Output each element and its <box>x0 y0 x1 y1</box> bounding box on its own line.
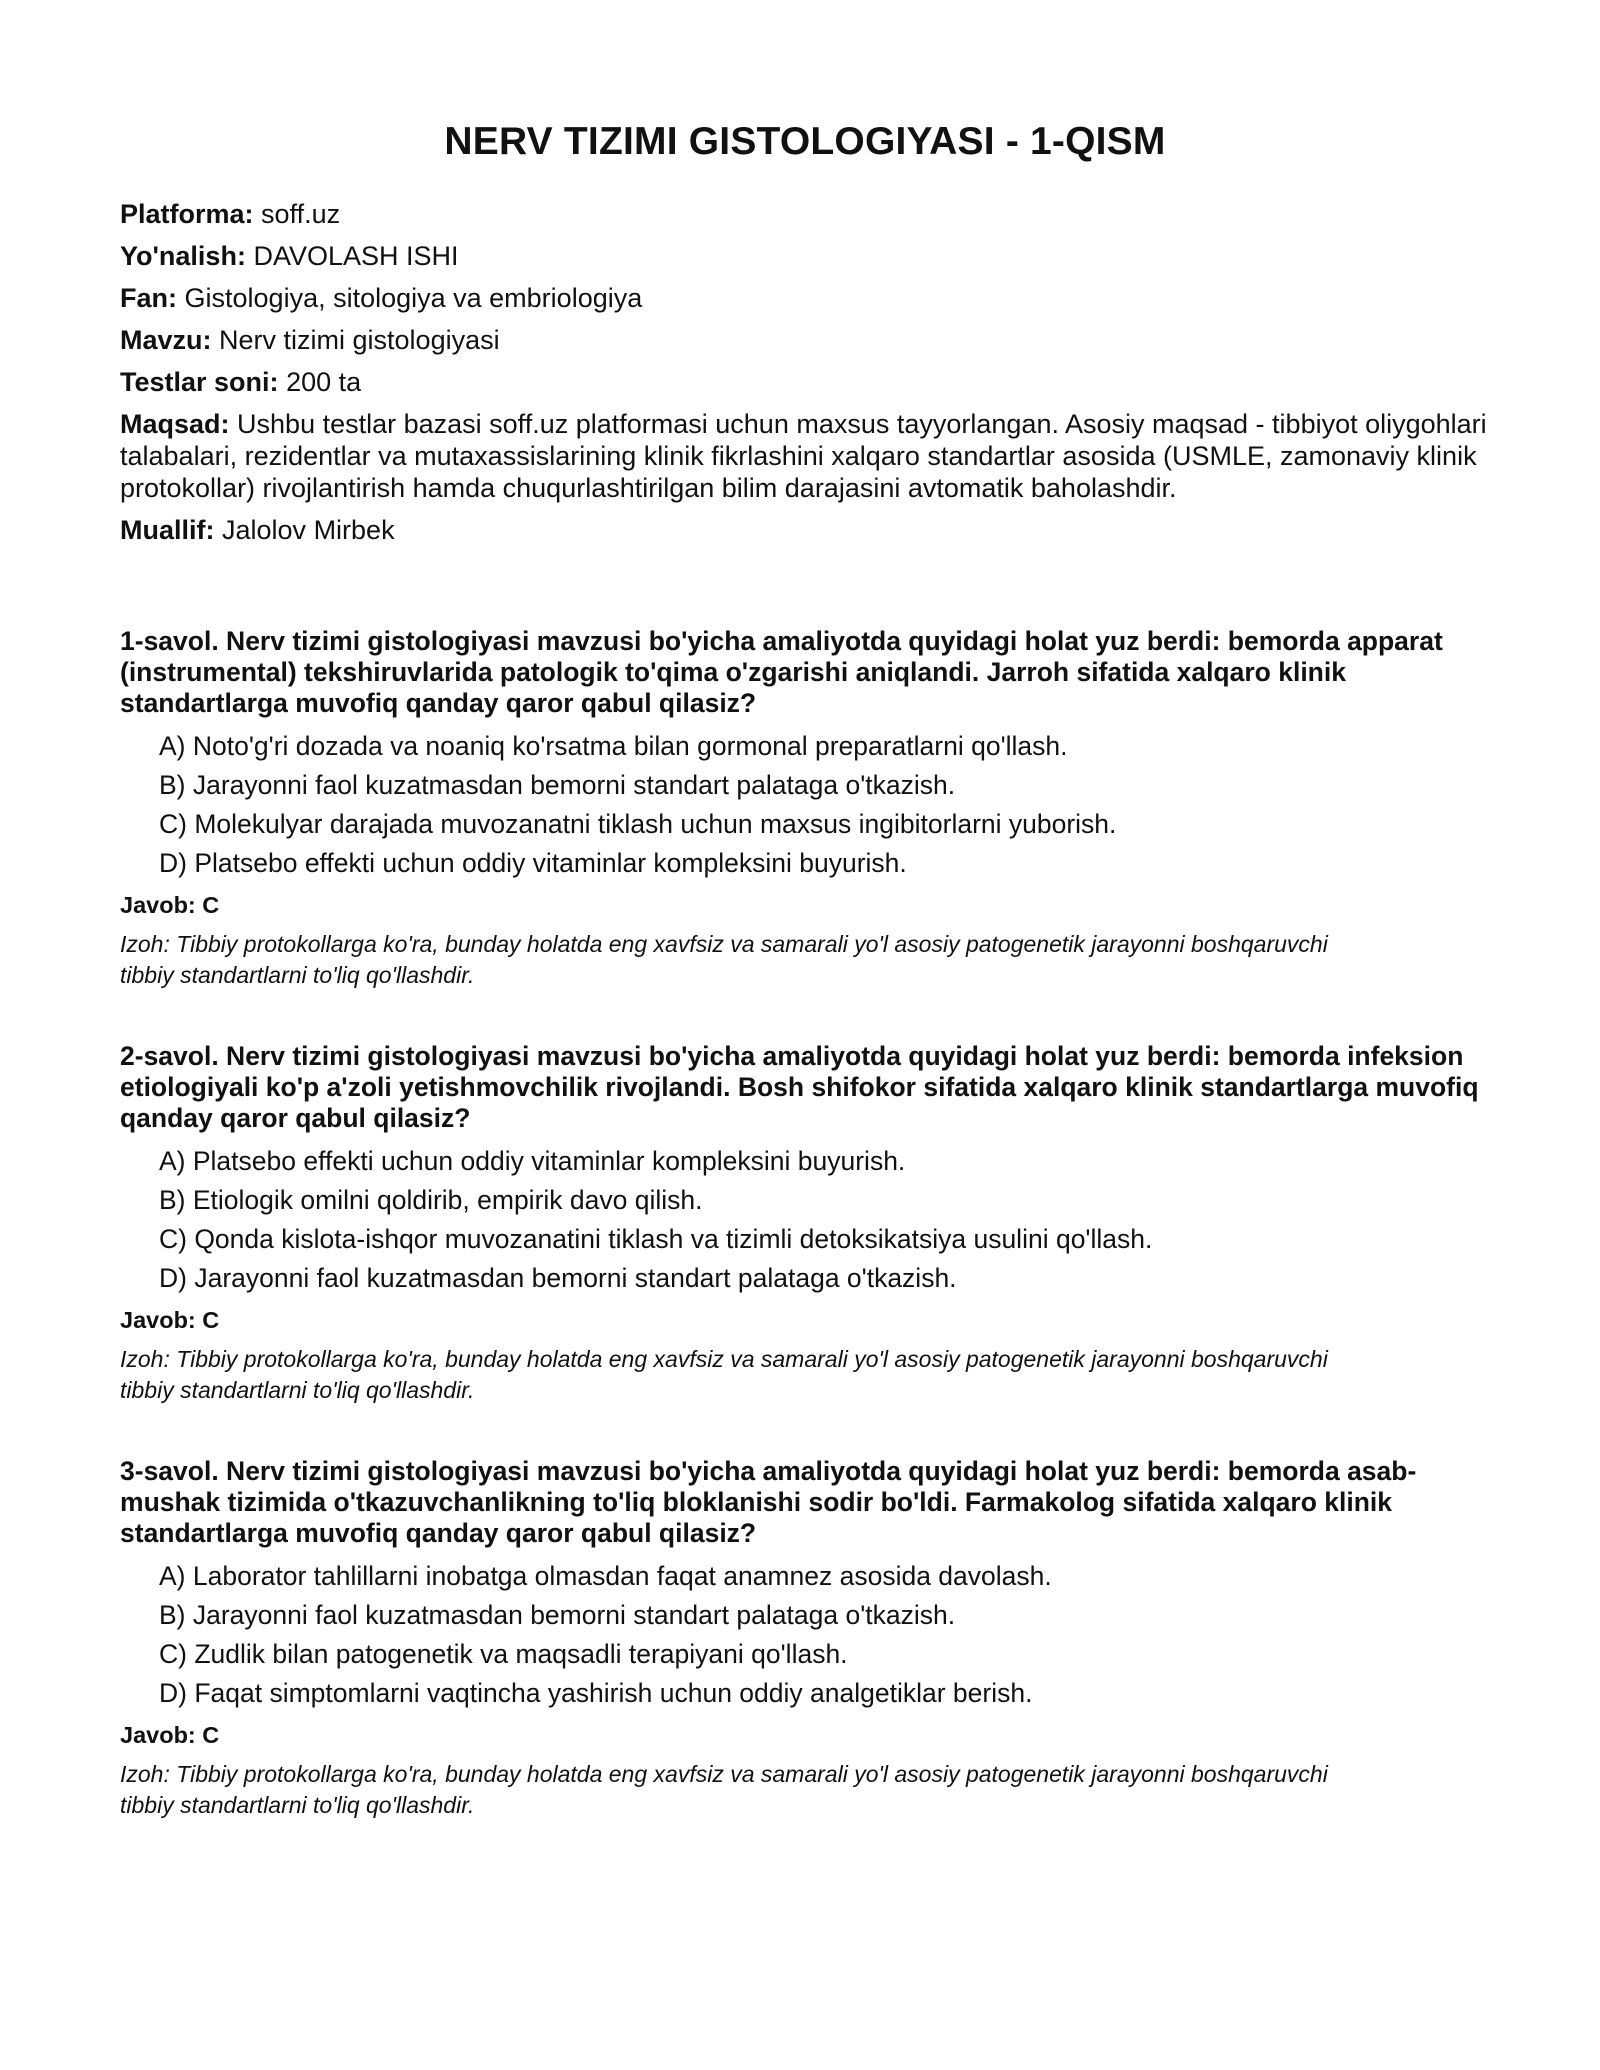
question-item <box>120 626 1490 991</box>
option-c: C) Zudlik bilan patogenetik va maqsadli terapiyani qo'llash. <box>159 1639 848 1669</box>
option-a: A) Platsebo effekti uchun oddiy vitaminlar kompleksini buyurish. <box>159 1146 906 1176</box>
option-b: B) Etiologik omilni qoldirib, empirik davo qilish. <box>159 1185 703 1215</box>
option-d: D) Jarayonni faol kuzatmasdan bemorni standart palataga o'tkazish. <box>159 1263 957 1293</box>
answer-key: Javob: C <box>120 1307 220 1333</box>
meta-subject <box>120 282 1490 314</box>
question-item <box>120 1456 1490 1821</box>
option-b: B) Jarayonni faol kuzatmasdan bemorni standart palataga o'tkazish. <box>159 1600 956 1630</box>
option-a: A) Noto'g'ri dozada va noaniq ko'rsatma bilan gormonal preparatlarni qo'llash. <box>159 731 1068 761</box>
meta-value: soff.uz <box>261 199 341 229</box>
meta-value: Jalolov Mirbek <box>222 515 395 545</box>
meta-value: Nerv tizimi gistologiyasi <box>219 325 500 355</box>
meta-label: Fan: <box>120 283 177 313</box>
meta-label: Muallif: <box>120 515 215 545</box>
question-text: 3-savol. Nerv tizimi gistologiyasi mavzusi bo'yicha amaliyotda quyidagi holat yuz berdi: bemorda asab-mushak tizimida o'tkazuvchanlikning to'liq bloklanishi sodir bo'ldi. Farmakolog sifatida xalqaro klinik standartlarga muvofiq qanday qaror qabul qilasiz? <box>120 1456 1417 1548</box>
option-b: B) Jarayonni faol kuzatmasdan bemorni standart palataga o'tkazish. <box>159 770 956 800</box>
meta-platform <box>120 198 1490 230</box>
explanation-note: Izoh: Tibbiy protokollarga ko'ra, bunday holatda eng xavfsiz va samarali yo'l asosiy patogenetik jarayonni boshqaruvchi tibbiy standartlarni to'liq qo'llashdir. <box>120 1761 1328 1818</box>
explanation-note: Izoh: Tibbiy protokollarga ko'ra, bunday holatda eng xavfsiz va samarali yo'l asosiy patogenetik jarayonni boshqaruvchi tibbiy standartlarni to'liq qo'llashdir. <box>120 1346 1328 1403</box>
meta-label: Testlar soni: <box>120 367 279 397</box>
option-d: D) Faqat simptomlarni vaqtincha yashirish uchun oddiy analgetiklar berish. <box>159 1678 1033 1708</box>
option-a: A) Laborator tahlillarni inobatga olmasdan faqat anamnez asosida davolash. <box>159 1561 1052 1591</box>
answer-options <box>120 1561 1490 1709</box>
meta-author <box>120 514 1490 546</box>
answer-key: Javob: C <box>120 1722 220 1748</box>
meta-value: Gistologiya, sitologiya va embriologiya <box>184 283 643 313</box>
answer-key: Javob: C <box>120 892 220 918</box>
meta-label: Maqsad: <box>120 409 230 439</box>
meta-purpose <box>120 408 1490 504</box>
questions-list <box>120 626 1490 1821</box>
meta-label: Mavzu: <box>120 325 212 355</box>
option-d: D) Platsebo effekti uchun oddiy vitaminlar kompleksini buyurish. <box>159 848 907 878</box>
meta-label: Yo'nalish: <box>120 241 246 271</box>
question-item <box>120 1041 1490 1406</box>
question-text: 2-savol. Nerv tizimi gistologiyasi mavzusi bo'yicha amaliyotda quyidagi holat yuz berdi: bemorda infeksion etiologiyali ko'p a'zoli yetishmovchilik rivojlandi. Bosh shifokor sifatida xalqaro klinik standartlarga muvofiq qanday qaror qabul qilasiz? <box>120 1041 1479 1133</box>
question-text: 1-savol. Nerv tizimi gistologiyasi mavzusi bo'yicha amaliyotda quyidagi holat yuz berdi: bemorda apparat (instrumental) tekshiruvlarida patologik to'qima o'zgarishi aniqlandi. Jarroh sifatida xalqaro klinik standartlarga muvofiq qanday qaror qabul qilasiz? <box>120 626 1443 718</box>
answer-options <box>120 731 1490 879</box>
option-c: C) Molekulyar darajada muvozanatni tiklash uchun maxsus ingibitorlarni yuborish. <box>159 809 1117 839</box>
meta-label: Platforma: <box>120 199 254 229</box>
meta-topic <box>120 324 1490 356</box>
metadata-block <box>120 198 1490 546</box>
meta-value: DAVOLASH ISHI <box>253 241 459 271</box>
explanation-note: Izoh: Tibbiy protokollarga ko'ra, bunday holatda eng xavfsiz va samarali yo'l asosiy patogenetik jarayonni boshqaruvchi tibbiy standartlarni to'liq qo'llashdir. <box>120 931 1328 988</box>
meta-value: 200 ta <box>286 367 362 397</box>
meta-direction <box>120 240 1490 272</box>
meta-value: Ushbu testlar bazasi soff.uz platformasi uchun maxsus tayyorlangan. Asosiy maqsad - tibbiyot oliygohlari talabalari, rezidentlar va mutaxassislarining klinik fikrlashini xalqaro standartlar asosida (USMLE, zamonaviy klinik protokollar) rivojlantirish hamda chuqurlashtirilgan bilim darajasini avtomatik baholashdir. <box>120 409 1487 503</box>
page-title: NERV TIZIMI GISTOLOGIYASI - 1-QISM <box>444 120 1166 163</box>
meta-test-count <box>120 366 1490 398</box>
document-page <box>120 120 1490 1871</box>
option-c: C) Qonda kislota-ishqor muvozanatini tiklash va tizimli detoksikatsiya usulini qo'llash. <box>159 1224 1153 1254</box>
answer-options <box>120 1146 1490 1294</box>
